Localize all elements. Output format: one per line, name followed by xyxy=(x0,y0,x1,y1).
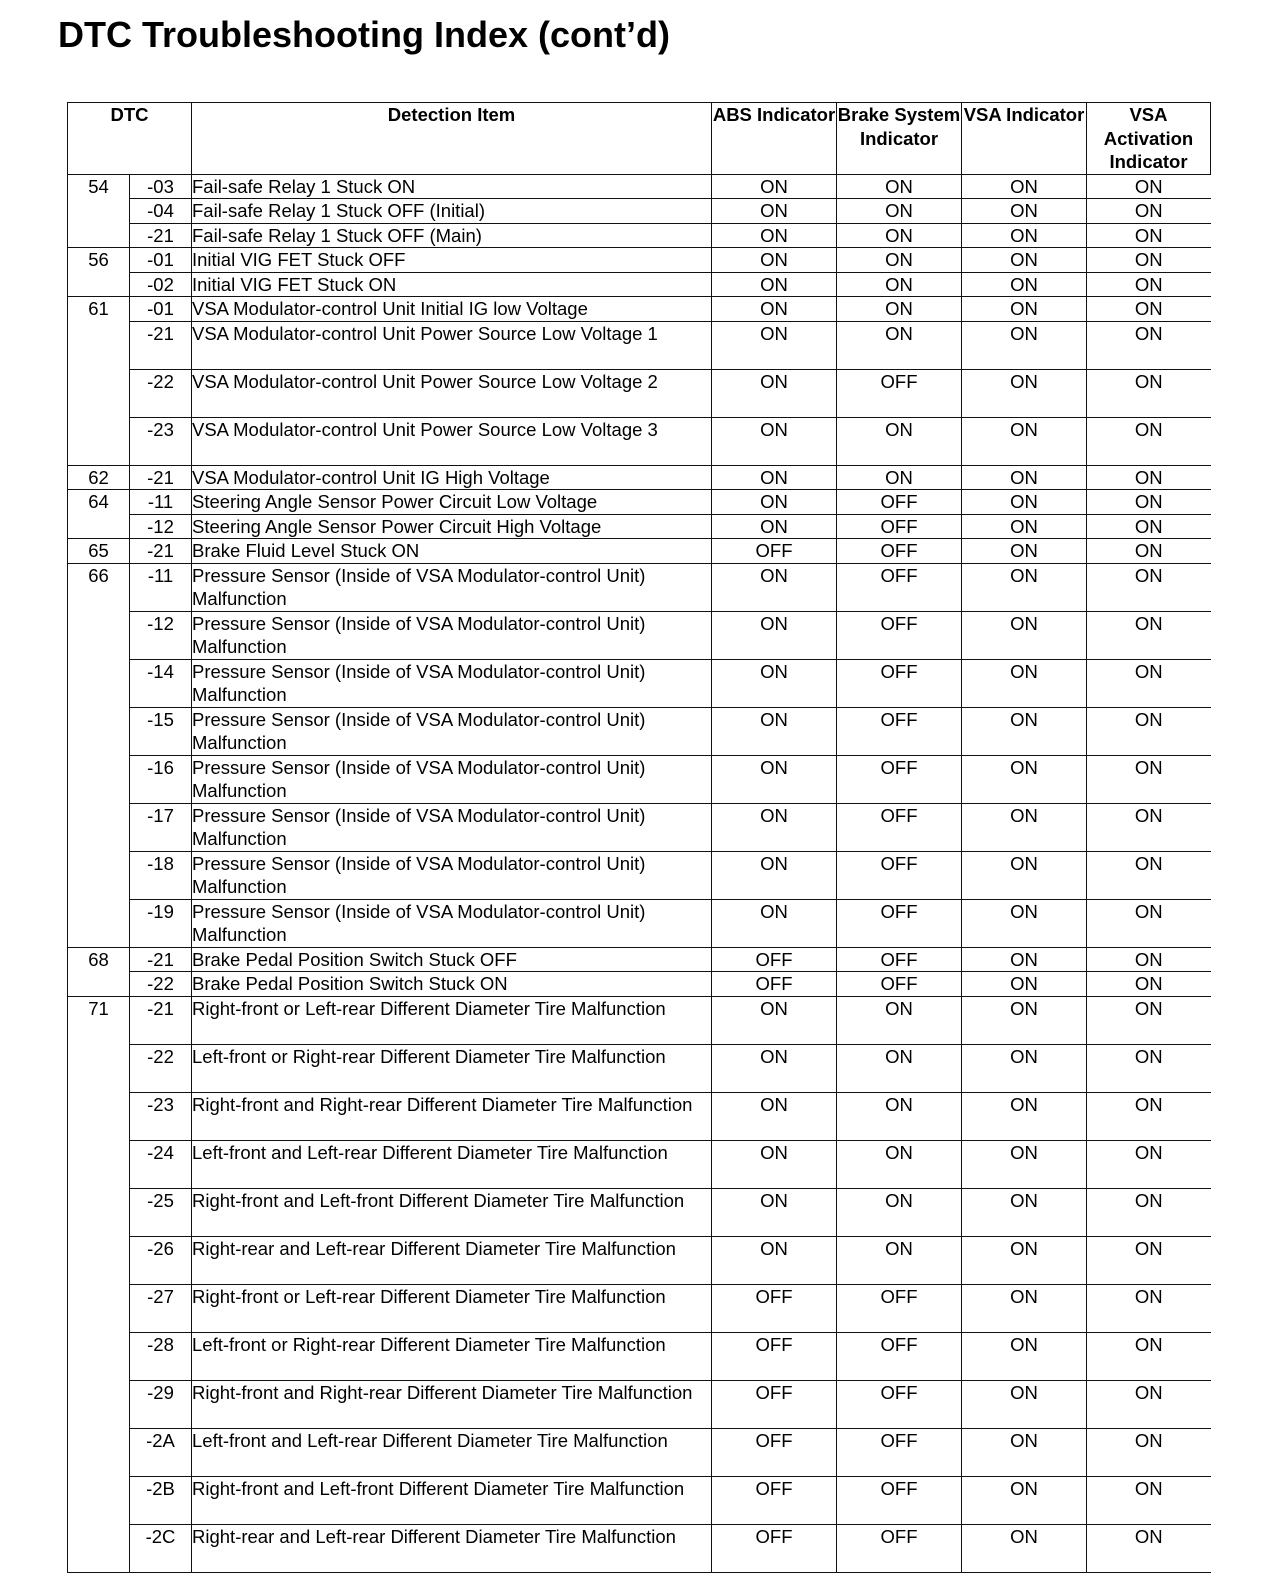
dtc-main-code: 54 xyxy=(68,174,130,199)
dtc-sub-code: -27 xyxy=(130,1284,192,1332)
vsa-activation-indicator-value: ON xyxy=(1087,707,1211,755)
detection-item: Initial VIG FET Stuck OFF xyxy=(192,248,712,273)
dtc-main-code xyxy=(68,1044,130,1092)
abs-indicator-value: OFF xyxy=(712,1428,837,1476)
vsa-activation-indicator-value: ON xyxy=(1087,1092,1211,1140)
detection-item: Pressure Sensor (Inside of VSA Modulator-control Unit) Malfunction xyxy=(192,659,712,707)
vsa-activation-indicator-value: ON xyxy=(1087,321,1211,369)
dtc-main-code: 71 xyxy=(68,996,130,1044)
dtc-sub-code: -22 xyxy=(130,369,192,417)
dtc-main-code: 64 xyxy=(68,490,130,515)
detection-item: Pressure Sensor (Inside of VSA Modulator-control Unit) Malfunction xyxy=(192,755,712,803)
vsa-activation-indicator-value: ON xyxy=(1087,659,1211,707)
detection-item: VSA Modulator-control Unit IG High Voltage xyxy=(192,465,712,490)
dtc-main-code xyxy=(68,659,130,707)
dtc-sub-code: -21 xyxy=(130,947,192,972)
abs-indicator-value: ON xyxy=(712,514,837,539)
table-row xyxy=(68,174,1211,199)
brake-system-indicator-value: ON xyxy=(837,996,962,1044)
vsa-indicator-value: ON xyxy=(962,199,1087,224)
vsa-indicator-value: ON xyxy=(962,563,1087,611)
vsa-activation-indicator-value: ON xyxy=(1087,611,1211,659)
table-row xyxy=(68,321,1211,369)
dtc-main-code xyxy=(68,1476,130,1524)
brake-system-indicator-value: OFF xyxy=(837,514,962,539)
brake-system-indicator-value: OFF xyxy=(837,972,962,997)
brake-system-indicator-value: ON xyxy=(837,1140,962,1188)
vsa-activation-indicator-value: ON xyxy=(1087,1188,1211,1236)
dtc-main-code xyxy=(68,851,130,899)
detection-item: Fail-safe Relay 1 Stuck OFF (Initial) xyxy=(192,199,712,224)
table-row xyxy=(68,465,1211,490)
table-row xyxy=(68,1332,1211,1380)
abs-indicator-value: ON xyxy=(712,223,837,248)
detection-item: Right-rear and Left-rear Different Diameter Tire Malfunction xyxy=(192,1236,712,1284)
vsa-activation-indicator-value: ON xyxy=(1087,851,1211,899)
vsa-indicator-value: ON xyxy=(962,248,1087,273)
brake-system-indicator-value: ON xyxy=(837,1092,962,1140)
abs-indicator-value: ON xyxy=(712,803,837,851)
abs-indicator-value: ON xyxy=(712,1092,837,1140)
vsa-activation-indicator-value: ON xyxy=(1087,1140,1211,1188)
vsa-indicator-value: ON xyxy=(962,1140,1087,1188)
dtc-sub-code: -19 xyxy=(130,899,192,947)
header-abs-indicator: ABS Indicator xyxy=(712,103,837,175)
vsa-activation-indicator-value: ON xyxy=(1087,972,1211,997)
vsa-activation-indicator-value: ON xyxy=(1087,1428,1211,1476)
page-title: DTC Troubleshooting Index (cont’d) xyxy=(58,14,670,55)
table-row xyxy=(68,899,1211,947)
dtc-sub-code: -22 xyxy=(130,1044,192,1092)
vsa-indicator-value: ON xyxy=(962,369,1087,417)
dtc-sub-code: -16 xyxy=(130,755,192,803)
table-row xyxy=(68,563,1211,611)
vsa-activation-indicator-value: ON xyxy=(1087,947,1211,972)
table-row xyxy=(68,514,1211,539)
dtc-sub-code: -12 xyxy=(130,611,192,659)
dtc-main-code xyxy=(68,1140,130,1188)
brake-system-indicator-value: OFF xyxy=(837,490,962,515)
dtc-sub-code: -21 xyxy=(130,539,192,564)
dtc-sub-code: -21 xyxy=(130,465,192,490)
table-row xyxy=(68,199,1211,224)
detection-item: Brake Fluid Level Stuck ON xyxy=(192,539,712,564)
dtc-sub-code: -21 xyxy=(130,996,192,1044)
vsa-activation-indicator-value: ON xyxy=(1087,272,1211,297)
dtc-sub-code: -17 xyxy=(130,803,192,851)
vsa-indicator-value: ON xyxy=(962,996,1087,1044)
detection-item: Fail-safe Relay 1 Stuck OFF (Main) xyxy=(192,223,712,248)
dtc-main-code xyxy=(68,1428,130,1476)
vsa-indicator-value: ON xyxy=(962,321,1087,369)
dtc-sub-code: -02 xyxy=(130,272,192,297)
brake-system-indicator-value: OFF xyxy=(837,1428,962,1476)
vsa-indicator-value: ON xyxy=(962,1092,1087,1140)
table-row xyxy=(68,248,1211,273)
dtc-main-code: 56 xyxy=(68,248,130,273)
vsa-indicator-value: ON xyxy=(962,297,1087,322)
abs-indicator-value: ON xyxy=(712,851,837,899)
detection-item: Brake Pedal Position Switch Stuck ON xyxy=(192,972,712,997)
detection-item: Left-front or Right-rear Different Diameter Tire Malfunction xyxy=(192,1332,712,1380)
vsa-activation-indicator-value: ON xyxy=(1087,1332,1211,1380)
dtc-main-code xyxy=(68,199,130,224)
detection-item: Pressure Sensor (Inside of VSA Modulator-control Unit) Malfunction xyxy=(192,899,712,947)
vsa-activation-indicator-value: ON xyxy=(1087,1284,1211,1332)
abs-indicator-value: ON xyxy=(712,417,837,465)
detection-item: Right-front and Right-rear Different Diameter Tire Malfunction xyxy=(192,1380,712,1428)
detection-item: Pressure Sensor (Inside of VSA Modulator-control Unit) Malfunction xyxy=(192,851,712,899)
abs-indicator-value: ON xyxy=(712,490,837,515)
brake-system-indicator-value: ON xyxy=(837,1236,962,1284)
vsa-activation-indicator-value: ON xyxy=(1087,899,1211,947)
abs-indicator-value: OFF xyxy=(712,1380,837,1428)
brake-system-indicator-value: OFF xyxy=(837,563,962,611)
vsa-indicator-value: ON xyxy=(962,755,1087,803)
dtc-index-table xyxy=(67,102,1211,1573)
table-row xyxy=(68,707,1211,755)
dtc-sub-code: -24 xyxy=(130,1140,192,1188)
vsa-activation-indicator-value: ON xyxy=(1087,803,1211,851)
table-row xyxy=(68,1524,1211,1572)
vsa-activation-indicator-value: ON xyxy=(1087,996,1211,1044)
dtc-main-code: 65 xyxy=(68,539,130,564)
detection-item: VSA Modulator-control Unit Power Source Low Voltage 2 xyxy=(192,369,712,417)
brake-system-indicator-value: ON xyxy=(837,272,962,297)
table-row xyxy=(68,996,1211,1044)
brake-system-indicator-value: ON xyxy=(837,321,962,369)
abs-indicator-value: ON xyxy=(712,369,837,417)
detection-item: Initial VIG FET Stuck ON xyxy=(192,272,712,297)
abs-indicator-value: OFF xyxy=(712,1284,837,1332)
vsa-indicator-value: ON xyxy=(962,899,1087,947)
dtc-sub-code: -01 xyxy=(130,297,192,322)
detection-item: Right-front and Left-front Different Diameter Tire Malfunction xyxy=(192,1188,712,1236)
abs-indicator-value: ON xyxy=(712,174,837,199)
brake-system-indicator-value: OFF xyxy=(837,851,962,899)
table-row xyxy=(68,1380,1211,1428)
vsa-indicator-value: ON xyxy=(962,851,1087,899)
dtc-main-code xyxy=(68,755,130,803)
detection-item: Right-front and Left-front Different Diameter Tire Malfunction xyxy=(192,1476,712,1524)
vsa-indicator-value: ON xyxy=(962,972,1087,997)
dtc-sub-code: -26 xyxy=(130,1236,192,1284)
dtc-main-code xyxy=(68,972,130,997)
table-row xyxy=(68,1236,1211,1284)
brake-system-indicator-value: OFF xyxy=(837,1380,962,1428)
vsa-indicator-value: ON xyxy=(962,1188,1087,1236)
dtc-sub-code: -11 xyxy=(130,563,192,611)
brake-system-indicator-value: ON xyxy=(837,417,962,465)
vsa-indicator-value: ON xyxy=(962,539,1087,564)
vsa-indicator-value: ON xyxy=(962,1332,1087,1380)
abs-indicator-value: ON xyxy=(712,1236,837,1284)
dtc-main-code xyxy=(68,369,130,417)
detection-item: Steering Angle Sensor Power Circuit Low Voltage xyxy=(192,490,712,515)
table-row xyxy=(68,851,1211,899)
dtc-sub-code: -04 xyxy=(130,199,192,224)
vsa-indicator-value: ON xyxy=(962,490,1087,515)
vsa-indicator-value: ON xyxy=(962,223,1087,248)
dtc-main-code xyxy=(68,611,130,659)
dtc-main-code xyxy=(68,514,130,539)
dtc-main-code: 62 xyxy=(68,465,130,490)
table-row xyxy=(68,369,1211,417)
brake-system-indicator-value: ON xyxy=(837,223,962,248)
header-vsa-activation-indicator: VSA Activation Indicator xyxy=(1087,103,1211,175)
vsa-indicator-value: ON xyxy=(962,174,1087,199)
brake-system-indicator-value: ON xyxy=(837,1044,962,1092)
abs-indicator-value: ON xyxy=(712,297,837,322)
detection-item: Steering Angle Sensor Power Circuit High Voltage xyxy=(192,514,712,539)
brake-system-indicator-value: ON xyxy=(837,297,962,322)
table-row xyxy=(68,1476,1211,1524)
table-row xyxy=(68,1188,1211,1236)
dtc-sub-code: -15 xyxy=(130,707,192,755)
detection-item: Left-front and Left-rear Different Diameter Tire Malfunction xyxy=(192,1140,712,1188)
detection-item: Right-front or Left-rear Different Diameter Tire Malfunction xyxy=(192,996,712,1044)
dtc-sub-code: -12 xyxy=(130,514,192,539)
abs-indicator-value: ON xyxy=(712,659,837,707)
vsa-indicator-value: ON xyxy=(962,1380,1087,1428)
table-row xyxy=(68,803,1211,851)
vsa-activation-indicator-value: ON xyxy=(1087,369,1211,417)
brake-system-indicator-value: OFF xyxy=(837,755,962,803)
vsa-indicator-value: ON xyxy=(962,803,1087,851)
dtc-main-code xyxy=(68,707,130,755)
abs-indicator-value: ON xyxy=(712,199,837,224)
table-row xyxy=(68,1284,1211,1332)
vsa-activation-indicator-value: ON xyxy=(1087,490,1211,515)
table-row xyxy=(68,1140,1211,1188)
table-row xyxy=(68,659,1211,707)
abs-indicator-value: OFF xyxy=(712,1524,837,1572)
brake-system-indicator-value: OFF xyxy=(837,803,962,851)
dtc-sub-code: -21 xyxy=(130,223,192,248)
dtc-sub-code: -21 xyxy=(130,321,192,369)
vsa-activation-indicator-value: ON xyxy=(1087,1524,1211,1572)
table-row xyxy=(68,972,1211,997)
vsa-activation-indicator-value: ON xyxy=(1087,465,1211,490)
dtc-sub-code: -23 xyxy=(130,417,192,465)
dtc-sub-code: -28 xyxy=(130,1332,192,1380)
vsa-indicator-value: ON xyxy=(962,514,1087,539)
vsa-activation-indicator-value: ON xyxy=(1087,563,1211,611)
brake-system-indicator-value: ON xyxy=(837,248,962,273)
table-row xyxy=(68,755,1211,803)
abs-indicator-value: ON xyxy=(712,707,837,755)
brake-system-indicator-value: OFF xyxy=(837,947,962,972)
brake-system-indicator-value: OFF xyxy=(837,707,962,755)
table-row xyxy=(68,417,1211,465)
dtc-sub-code: -11 xyxy=(130,490,192,515)
dtc-main-code xyxy=(68,1380,130,1428)
brake-system-indicator-value: ON xyxy=(837,199,962,224)
dtc-main-code xyxy=(68,223,130,248)
dtc-main-code xyxy=(68,1332,130,1380)
abs-indicator-value: OFF xyxy=(712,1332,837,1380)
abs-indicator-value: OFF xyxy=(712,1476,837,1524)
dtc-main-code xyxy=(68,1284,130,1332)
abs-indicator-value: ON xyxy=(712,272,837,297)
table-row xyxy=(68,272,1211,297)
vsa-activation-indicator-value: ON xyxy=(1087,1044,1211,1092)
abs-indicator-value: ON xyxy=(712,1044,837,1092)
detection-item: Brake Pedal Position Switch Stuck OFF xyxy=(192,947,712,972)
dtc-main-code: 61 xyxy=(68,297,130,322)
detection-item: Right-front and Right-rear Different Diameter Tire Malfunction xyxy=(192,1092,712,1140)
abs-indicator-value: OFF xyxy=(712,972,837,997)
vsa-indicator-value: ON xyxy=(962,1236,1087,1284)
table-row xyxy=(68,611,1211,659)
detection-item: Pressure Sensor (Inside of VSA Modulator-control Unit) Malfunction xyxy=(192,803,712,851)
brake-system-indicator-value: OFF xyxy=(837,899,962,947)
dtc-main-code xyxy=(68,321,130,369)
table-row xyxy=(68,297,1211,322)
brake-system-indicator-value: ON xyxy=(837,465,962,490)
vsa-activation-indicator-value: ON xyxy=(1087,1476,1211,1524)
table-row xyxy=(68,223,1211,248)
vsa-indicator-value: ON xyxy=(962,1044,1087,1092)
detection-item: Fail-safe Relay 1 Stuck ON xyxy=(192,174,712,199)
vsa-activation-indicator-value: ON xyxy=(1087,755,1211,803)
detection-item: VSA Modulator-control Unit Initial IG low Voltage xyxy=(192,297,712,322)
abs-indicator-value: ON xyxy=(712,1140,837,1188)
dtc-main-code xyxy=(68,1236,130,1284)
abs-indicator-value: ON xyxy=(712,755,837,803)
dtc-sub-code: -29 xyxy=(130,1380,192,1428)
vsa-activation-indicator-value: ON xyxy=(1087,199,1211,224)
abs-indicator-value: ON xyxy=(712,611,837,659)
abs-indicator-value: ON xyxy=(712,1188,837,1236)
vsa-indicator-value: ON xyxy=(962,465,1087,490)
detection-item: Pressure Sensor (Inside of VSA Modulator-control Unit) Malfunction xyxy=(192,563,712,611)
table-row xyxy=(68,1044,1211,1092)
dtc-main-code xyxy=(68,1188,130,1236)
dtc-main-code xyxy=(68,803,130,851)
vsa-indicator-value: ON xyxy=(962,1428,1087,1476)
dtc-sub-code: -23 xyxy=(130,1092,192,1140)
brake-system-indicator-value: ON xyxy=(837,174,962,199)
vsa-activation-indicator-value: ON xyxy=(1087,297,1211,322)
header-dtc: DTC xyxy=(68,103,192,175)
dtc-main-code xyxy=(68,1524,130,1572)
dtc-sub-code: -2A xyxy=(130,1428,192,1476)
brake-system-indicator-value: OFF xyxy=(837,1284,962,1332)
abs-indicator-value: OFF xyxy=(712,539,837,564)
abs-indicator-value: ON xyxy=(712,465,837,490)
header-brake-system-indicator: Brake System Indicator xyxy=(837,103,962,175)
vsa-indicator-value: ON xyxy=(962,947,1087,972)
dtc-sub-code: -01 xyxy=(130,248,192,273)
detection-item: VSA Modulator-control Unit Power Source Low Voltage 3 xyxy=(192,417,712,465)
vsa-indicator-value: ON xyxy=(962,659,1087,707)
vsa-indicator-value: ON xyxy=(962,1524,1087,1572)
dtc-sub-code: -2B xyxy=(130,1476,192,1524)
vsa-activation-indicator-value: ON xyxy=(1087,174,1211,199)
brake-system-indicator-value: OFF xyxy=(837,539,962,564)
table-row xyxy=(68,490,1211,515)
dtc-sub-code: -25 xyxy=(130,1188,192,1236)
vsa-activation-indicator-value: ON xyxy=(1087,248,1211,273)
brake-system-indicator-value: OFF xyxy=(837,611,962,659)
dtc-main-code: 66 xyxy=(68,563,130,611)
detection-item: Pressure Sensor (Inside of VSA Modulator-control Unit) Malfunction xyxy=(192,707,712,755)
detection-item: Right-front or Left-rear Different Diameter Tire Malfunction xyxy=(192,1284,712,1332)
dtc-main-code xyxy=(68,899,130,947)
vsa-activation-indicator-value: ON xyxy=(1087,1236,1211,1284)
detection-item: Right-rear and Left-rear Different Diameter Tire Malfunction xyxy=(192,1524,712,1572)
vsa-indicator-value: ON xyxy=(962,417,1087,465)
dtc-sub-code: -14 xyxy=(130,659,192,707)
abs-indicator-value: ON xyxy=(712,996,837,1044)
dtc-main-code: 68 xyxy=(68,947,130,972)
detection-item: Left-front and Left-rear Different Diameter Tire Malfunction xyxy=(192,1428,712,1476)
table-row xyxy=(68,1428,1211,1476)
table-row xyxy=(68,947,1211,972)
header-vsa-indicator: VSA Indicator xyxy=(962,103,1087,175)
abs-indicator-value: OFF xyxy=(712,947,837,972)
abs-indicator-value: ON xyxy=(712,248,837,273)
dtc-main-code xyxy=(68,272,130,297)
dtc-sub-code: -22 xyxy=(130,972,192,997)
vsa-activation-indicator-value: ON xyxy=(1087,514,1211,539)
detection-item: Left-front or Right-rear Different Diameter Tire Malfunction xyxy=(192,1044,712,1092)
dtc-sub-code: -18 xyxy=(130,851,192,899)
table-row xyxy=(68,539,1211,564)
abs-indicator-value: ON xyxy=(712,321,837,369)
brake-system-indicator-value: OFF xyxy=(837,369,962,417)
vsa-activation-indicator-value: ON xyxy=(1087,1380,1211,1428)
brake-system-indicator-value: OFF xyxy=(837,1524,962,1572)
vsa-indicator-value: ON xyxy=(962,1284,1087,1332)
dtc-sub-code: -03 xyxy=(130,174,192,199)
brake-system-indicator-value: ON xyxy=(837,1188,962,1236)
abs-indicator-value: ON xyxy=(712,899,837,947)
vsa-indicator-value: ON xyxy=(962,272,1087,297)
vsa-activation-indicator-value: ON xyxy=(1087,417,1211,465)
abs-indicator-value: ON xyxy=(712,563,837,611)
brake-system-indicator-value: OFF xyxy=(837,1476,962,1524)
detection-item: Pressure Sensor (Inside of VSA Modulator-control Unit) Malfunction xyxy=(192,611,712,659)
vsa-activation-indicator-value: ON xyxy=(1087,539,1211,564)
dtc-main-code xyxy=(68,417,130,465)
brake-system-indicator-value: OFF xyxy=(837,1332,962,1380)
vsa-indicator-value: ON xyxy=(962,1476,1087,1524)
detection-item: VSA Modulator-control Unit Power Source Low Voltage 1 xyxy=(192,321,712,369)
dtc-table-body xyxy=(68,174,1211,1572)
table-row xyxy=(68,1092,1211,1140)
header-detection-item: Detection Item xyxy=(192,103,712,175)
brake-system-indicator-value: OFF xyxy=(837,659,962,707)
vsa-indicator-value: ON xyxy=(962,707,1087,755)
dtc-main-code xyxy=(68,1092,130,1140)
vsa-indicator-value: ON xyxy=(962,611,1087,659)
vsa-activation-indicator-value: ON xyxy=(1087,223,1211,248)
dtc-sub-code: -2C xyxy=(130,1524,192,1572)
